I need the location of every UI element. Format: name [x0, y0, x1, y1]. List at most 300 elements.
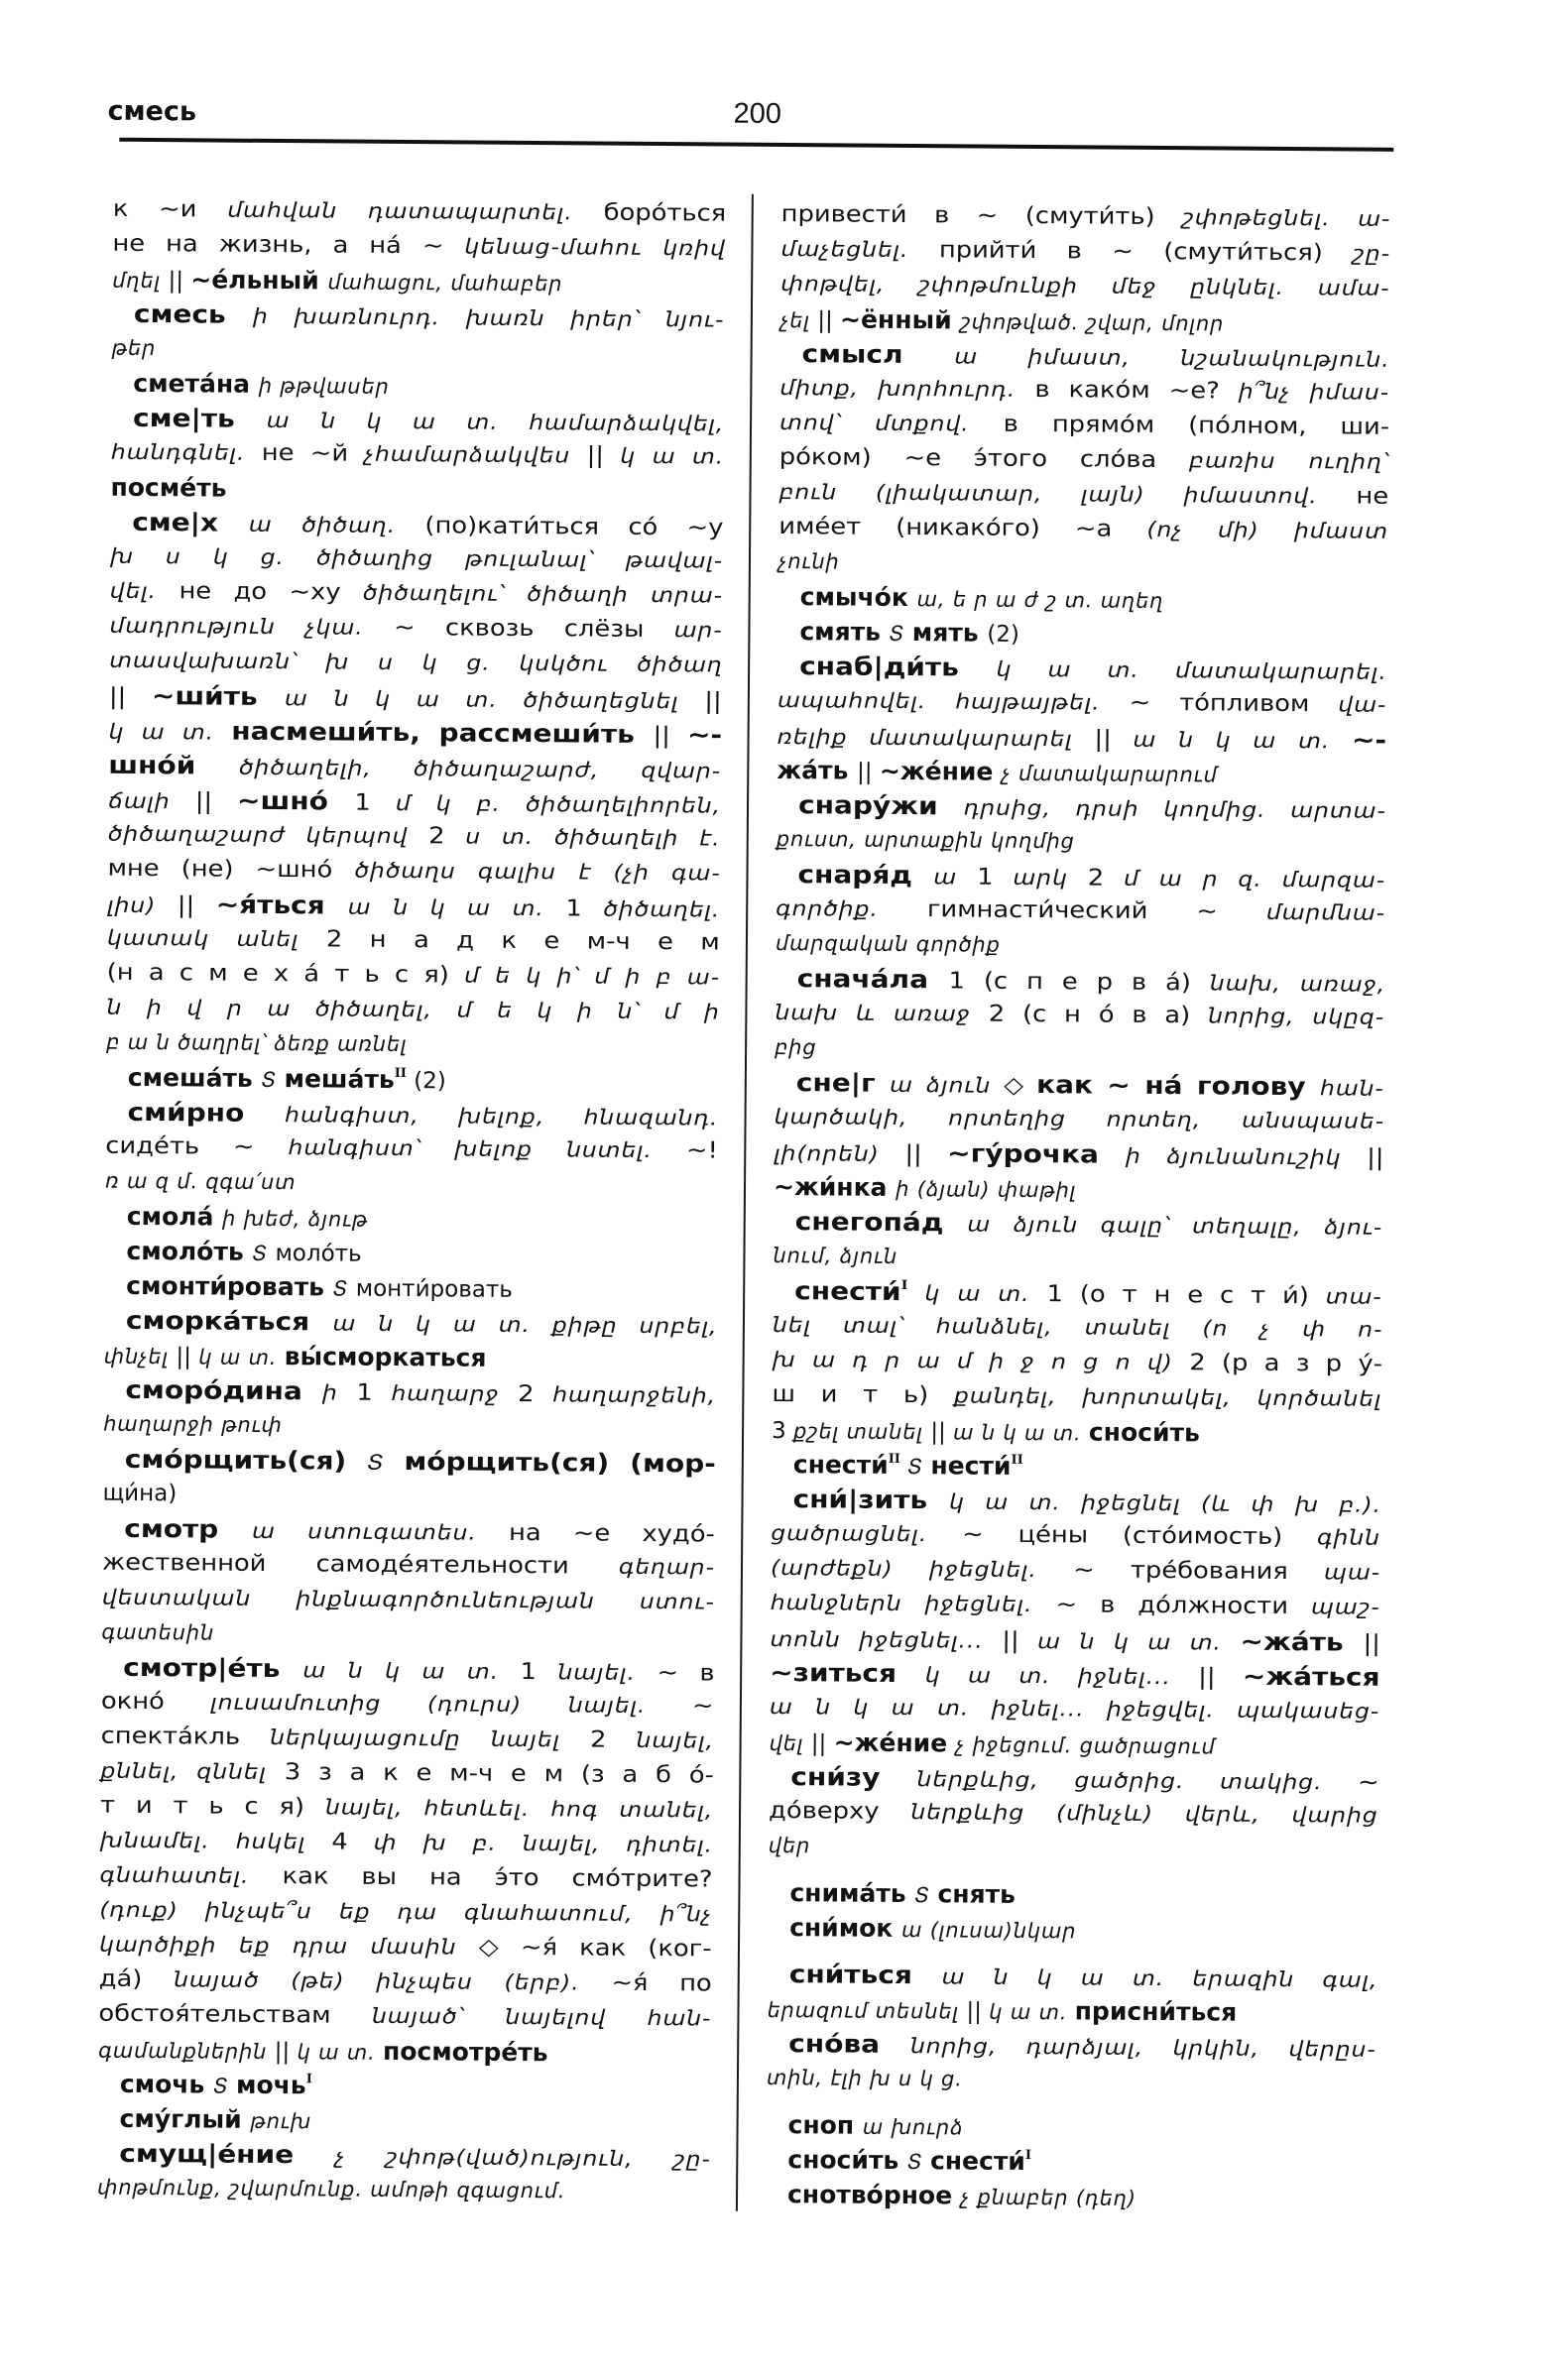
line-text: [779, 406, 1389, 445]
line-text: [789, 1875, 1016, 1914]
line-text: [775, 996, 1384, 1035]
line-text: [778, 544, 840, 579]
line-text: [773, 1343, 1383, 1382]
russian-headword: снаб|ди́ть: [799, 652, 997, 682]
russian-headword: сно́ва: [788, 2029, 911, 2060]
line-text: [133, 366, 390, 405]
entry-line: [108, 748, 721, 787]
russian-text: щи́на): [102, 1480, 178, 1507]
entry-line: [780, 232, 1390, 272]
armenian-translation: (արժեքն) իջեցնել.: [770, 1555, 1074, 1583]
russian-text: ~!: [685, 1137, 718, 1164]
russian-text: ◇: [1004, 1072, 1037, 1100]
line-text: [769, 1829, 811, 1863]
armenian-translation: ներկայացումը նայել: [269, 1725, 591, 1752]
armenian-translation: թեր: [111, 335, 157, 361]
dictionary-entry: [767, 2026, 1377, 2100]
entry-line: [99, 1858, 712, 1898]
entry-line: [107, 852, 720, 892]
russian-text: 2 н а д к е м-ч е м: [325, 926, 720, 956]
armenian-translation: մադրություն չկա.: [109, 613, 395, 640]
line-text: [780, 232, 1390, 272]
entry-line: [769, 1725, 1378, 1764]
russian-text: до́верху: [768, 1797, 911, 1826]
armenian-translation: քննել, զննել: [100, 1758, 285, 1785]
russian-headword: ~шно́: [236, 785, 355, 816]
russian-text: ро́ком) ~е э́того сло́ва: [778, 443, 1190, 474]
armenian-translation: նայած (թե) ինչպես (երբ).: [173, 1967, 612, 1995]
armenian-translation: ն ի վ ր ա ծիծաղել, մ ե կ ի ն՝ մ ի: [106, 995, 720, 1024]
armenian-translation: (դուք) ինչպե՞ս եք դա գնահատում, ի՞նչ: [99, 1897, 713, 1927]
armenian-translation: մ ե կ ի՝ մ ի բ ա-: [463, 963, 721, 990]
russian-headword: посме́ть: [110, 472, 227, 503]
dictionary-entry: [111, 366, 724, 406]
armenian-translation: ա ն կ ա տ.: [302, 1658, 521, 1684]
armenian-translation: կատակ անել: [106, 925, 327, 952]
dictionary-entry: [101, 1511, 715, 1655]
dictionary-entry: [778, 614, 1387, 654]
entry-line: [107, 887, 720, 926]
russian-headword: как ~ на́ голову: [1035, 1070, 1321, 1102]
entry-line: [766, 2107, 1376, 2147]
armenian-translation: ծիծաղս գալիս է (չի գա-: [354, 858, 721, 886]
homonym-superscript: II: [1011, 1452, 1023, 1468]
armenian-translation: Տ: [212, 2074, 237, 2098]
russian-headword: снести́: [792, 1450, 889, 1480]
line-text: [101, 1685, 714, 1725]
line-text: [774, 1100, 1384, 1139]
entry-line: [103, 1372, 716, 1412]
armenian-translation: ի: [321, 1380, 357, 1405]
armenian-translation: նայել.: [557, 1660, 658, 1686]
armenian-translation: չել: [779, 307, 818, 333]
armenian-translation: քշել տանել: [792, 1419, 931, 1445]
armenian-translation: ա ն կ ա տ. համարձակվել,: [266, 408, 725, 436]
line-text: [119, 2101, 311, 2140]
line-text: [793, 1447, 1023, 1486]
entry-line: [779, 406, 1389, 445]
homonym-superscript: I: [900, 1277, 908, 1294]
line-text: [777, 753, 1218, 792]
russian-text: 2 (с н о́ в а): [988, 1001, 1209, 1029]
entry-line: [99, 1963, 712, 2002]
entry-line: [106, 991, 719, 1030]
armenian-translation: վեստական ինքնագործունեության ստու-: [101, 1585, 715, 1614]
dictionary-entry: [774, 1065, 1384, 1209]
entry-line: [770, 1690, 1379, 1729]
russian-text: монти́ровать: [355, 1275, 513, 1303]
line-text: [98, 1997, 711, 2037]
entry-line: [105, 1130, 718, 1169]
entry-line: [97, 2101, 710, 2141]
armenian-translation: խ ս կ ց. ծիծաղից թուլանալ՝ թավալ-: [109, 543, 724, 573]
entry-line: [104, 1268, 717, 1308]
russian-text: не до ~ху: [179, 578, 363, 606]
russian-headword: смо́рщить(ся): [124, 1444, 368, 1476]
russian-text: в прямо́м (по́лном, ши-: [1003, 411, 1390, 440]
armenian-translation: ի ձյունանուշիկ: [1125, 1143, 1368, 1170]
russian-headword: смесь: [133, 298, 254, 329]
russian-text: ||: [1363, 1630, 1381, 1657]
russian-text: ||: [1094, 726, 1134, 753]
armenian-translation: նախ և առաջ: [775, 1000, 989, 1026]
russian-text: т и т ь с я): [100, 1792, 325, 1821]
armenian-translation: մահվան դատապարտել.: [227, 197, 604, 225]
entry-line: [766, 2142, 1376, 2182]
line-text: [109, 609, 722, 649]
armenian-translation: Տ: [906, 2150, 931, 2175]
russian-headword: сми́рно: [127, 1097, 286, 1129]
entry-line: [777, 787, 1386, 827]
russian-text: 2: [518, 1380, 553, 1408]
entry-line: [778, 683, 1387, 723]
russian-text: ||: [1367, 1144, 1384, 1171]
line-text: [110, 574, 724, 614]
armenian-translation: կ ա տ.: [620, 443, 725, 469]
entry-line: [106, 1025, 719, 1065]
entry-line: [776, 857, 1385, 896]
russian-text: ||: [810, 1730, 834, 1757]
line-text: [772, 1377, 1381, 1417]
armenian-translation: թուխ: [250, 2108, 312, 2134]
entry-line: [110, 539, 723, 579]
dictionary-entry: [98, 2067, 711, 2106]
line-text: [100, 1789, 713, 1829]
armenian-translation: շփոթված. շվար, մոլոր: [960, 309, 1225, 336]
entry-line: [779, 440, 1389, 480]
entry-line: [768, 1910, 1377, 1950]
entry-line: [107, 956, 720, 996]
entry-line: [112, 227, 725, 267]
armenian-translation: ա ն կ ա տ. երազին գալ,: [941, 1964, 1378, 1992]
russian-text: моло́ть: [275, 1241, 362, 1267]
entry-line: [777, 718, 1386, 758]
armenian-translation: կ ա տ.: [907, 1281, 1047, 1307]
dictionary-entry: [105, 1199, 718, 1239]
line-text: [104, 1338, 487, 1377]
entry-line: [112, 262, 725, 301]
entry-line: [110, 505, 723, 544]
armenian-translation: Տ: [332, 1276, 356, 1301]
russian-text: 2 (р а з р у́-: [1189, 1350, 1383, 1377]
russian-text: (по)кати́ться со́ ~у: [424, 513, 724, 541]
russian-headword: сни́ться: [788, 1960, 942, 1990]
entry-line: [773, 1273, 1382, 1313]
dictionary-entry: [112, 297, 726, 371]
entry-line: [107, 921, 720, 961]
line-text: [102, 1581, 715, 1620]
russian-headword: сни́зу: [790, 1762, 917, 1793]
russian-headword: меша́ть: [284, 1064, 395, 1094]
armenian-translation: կարծիքի եք դրա մասին: [98, 1932, 479, 1960]
entry-line: [103, 1442, 716, 1482]
armenian-translation: մ ա ր զ. մարզա-: [1123, 866, 1386, 892]
line-text: [127, 1199, 369, 1238]
entry-line: [778, 649, 1387, 688]
entry-line: [774, 1100, 1383, 1139]
line-text: [779, 371, 1389, 411]
entry-line: [112, 297, 725, 336]
entry-line: [105, 1095, 718, 1134]
armenian-translation: հանդգնել.: [110, 439, 262, 465]
armenian-translation: չ քնաբեր (դեղ): [960, 2185, 1136, 2210]
russian-text: боро́ться: [603, 199, 727, 227]
line-text: [126, 1268, 513, 1308]
armenian-translation: շփոթեցնել. ա-: [1182, 205, 1391, 231]
entry-line: [778, 614, 1387, 654]
line-text: [778, 683, 1387, 723]
russian-text: прийти́ в ~ (смути́ться): [938, 237, 1354, 267]
entry-line: [775, 1065, 1384, 1105]
russian-text: ||: [704, 688, 722, 715]
line-text: [771, 1551, 1380, 1591]
line-text: [106, 991, 720, 1030]
armenian-translation: ա ն կ ա տ.: [1036, 1629, 1241, 1655]
line-text: [799, 614, 1019, 653]
russian-text: привести́ в ~ (смути́ть): [780, 200, 1183, 231]
russian-headword: сни́|зить: [792, 1485, 950, 1515]
line-text: [795, 1204, 1383, 1246]
entry-line: [770, 1620, 1379, 1660]
armenian-translation: հանգիստ՝ խելոք նստել.: [288, 1135, 687, 1163]
armenian-translation: ի խեժ, ձյութ: [221, 1206, 369, 1232]
line-text: [778, 510, 1388, 549]
dictionary-entry: [97, 2136, 711, 2210]
line-text: [103, 1407, 283, 1443]
armenian-translation: ար-: [673, 618, 723, 643]
armenian-translation: բուն (լիակատար, լայն) իմաստով.: [778, 479, 1357, 509]
russian-headword: смочь: [119, 2069, 214, 2099]
armenian-translation: նայած՝ նայելով հան-: [371, 2003, 712, 2031]
entry-line: [769, 1794, 1378, 1834]
dictionary-entry: [776, 857, 1386, 966]
russian-headword: ~же́ние: [879, 756, 1003, 786]
russian-text: ||: [653, 723, 688, 750]
armenian-translation: ծիծաղաշարժ կերպով: [107, 821, 429, 849]
continued-entry: [112, 192, 726, 301]
russian-text: спекта́кль: [100, 1723, 271, 1750]
russian-text: к ~и: [112, 195, 228, 223]
russian-headword: мо́рщить(ся) (мор-: [404, 1447, 716, 1479]
russian-text: ◇ ~я́ как (ког-: [478, 1934, 712, 1963]
russian-headword: снести́: [929, 2146, 1026, 2176]
russian-text: 2: [1087, 865, 1125, 892]
armenian-translation: փնչել: [103, 1344, 177, 1369]
russian-headword: смоло́ть: [126, 1236, 253, 1266]
armenian-translation: տով՝ մտքով.: [778, 410, 1004, 436]
dictionary-entry: [766, 2142, 1376, 2182]
armenian-translation: ծիծաղել.: [603, 896, 721, 922]
armenian-translation: Տ: [367, 1450, 405, 1476]
entry-line: [102, 1581, 715, 1620]
dictionary-entry: [772, 1273, 1382, 1452]
armenian-translation: ա ն կ ա տ.: [347, 894, 566, 921]
entry-line: [108, 713, 721, 753]
russian-text: ||: [856, 759, 880, 785]
line-text: [112, 331, 157, 366]
entry-line: [99, 1893, 712, 1933]
armenian-translation: նայել, հետևել. հոգ տանել,: [324, 1795, 714, 1823]
line-text: [126, 1303, 718, 1345]
russian-headword: ~ённый: [839, 304, 961, 335]
entry-line: [778, 510, 1388, 549]
russian-headword: ~жа́ть: [1240, 1626, 1364, 1657]
russian-text: ||: [1198, 1664, 1243, 1691]
line-text: [777, 718, 1386, 760]
entry-line: [98, 2032, 711, 2072]
russian-headword: снегопа́д: [794, 1207, 968, 1238]
armenian-translation: ցածրացնել.: [771, 1520, 963, 1547]
russian-text: ~я́ по: [611, 1969, 712, 1997]
armenian-translation: գատեսին: [101, 1619, 215, 1645]
line-text: [120, 2067, 312, 2105]
russian-headword: сноп: [787, 2110, 863, 2140]
armenian-translation: ի (ձյան) փաթիլ: [896, 1176, 1077, 1203]
entry-line: [781, 197, 1391, 237]
armenian-translation: մաչեցնել.: [780, 236, 940, 263]
entry-line: [768, 1875, 1377, 1915]
armenian-translation: ծիծաղելու՝ ծիծաղի տրա-: [362, 580, 724, 608]
armenian-translation: մ կ բ. ծիծաղելիորեն,: [395, 790, 722, 818]
entry-line: [111, 401, 724, 440]
line-text: [780, 301, 1225, 342]
russian-headword: жа́ть: [777, 755, 858, 785]
entry-line: [101, 1685, 714, 1725]
armenian-translation: ա խուրձ: [862, 2114, 964, 2140]
dictionary-entry: [766, 2107, 1376, 2147]
dictionary-entry: [105, 1095, 719, 1204]
russian-text: 1 (о т н е с т и́): [1046, 1281, 1326, 1310]
line-text: [779, 440, 1389, 480]
armenian-translation: խ ա դ ր ա մ ի ջ ո ց ո վ): [772, 1347, 1190, 1375]
entry-line: [778, 579, 1388, 619]
russian-headword: сме|х: [132, 507, 249, 537]
russian-headword: вы́сморкаться: [284, 1342, 487, 1372]
russian-headword: сморка́ться: [125, 1305, 333, 1337]
armenian-translation: ա ձյուն: [889, 1072, 1005, 1098]
line-text: [102, 1477, 177, 1512]
entry-line: [776, 961, 1385, 1001]
russian-text: 1: [977, 864, 1014, 891]
russian-text: ~ це́ны (сто́имость): [962, 1521, 1318, 1551]
armenian-translation: նախ, առաջ,: [1209, 971, 1386, 997]
entry-line: [110, 470, 723, 510]
line-text: [112, 262, 562, 302]
armenian-translation: մահացու, մահաբեր: [327, 270, 563, 297]
line-text: [780, 267, 1390, 306]
entry-line: [98, 1997, 711, 2037]
entry-line: [778, 544, 1388, 584]
entry-line: [771, 1551, 1380, 1591]
line-text: [110, 539, 723, 579]
entry-line: [109, 644, 722, 683]
armenian-translation: դրսից, դրսի կողմից. արտա-: [963, 795, 1386, 823]
russian-text: как вы на э́то смо́трите?: [282, 1863, 713, 1893]
entry-line: [111, 366, 724, 406]
entry-line: [772, 1377, 1381, 1417]
dictionary-entry: [98, 1650, 714, 2072]
armenian-translation: ներքևից, ցածրից. տակից.: [916, 1767, 1359, 1795]
entry-line: [105, 1199, 718, 1239]
armenian-translation: տին, էլի խ ս կ ց.: [766, 2065, 963, 2091]
line-text: [800, 579, 1164, 619]
russian-headword: смять: [799, 617, 890, 647]
armenian-translation: նորից, սկըզ-: [1207, 1004, 1385, 1029]
armenian-translation: ս տ. ծիծաղելի է.: [465, 824, 721, 851]
russian-text: име́ет (никако́го) ~а: [778, 513, 1147, 542]
line-text: [102, 1546, 715, 1586]
line-text: [771, 1586, 1380, 1625]
russian-text: ||: [817, 307, 841, 334]
line-text: [119, 2136, 711, 2178]
armenian-translation: ա, ե ր ա ժ շ տ. աղեղ: [916, 587, 1164, 614]
russian-text: да́): [98, 1965, 175, 1993]
line-text: [128, 1060, 446, 1100]
russian-headword: снаря́д: [797, 860, 934, 891]
russian-text: ~: [691, 1693, 714, 1720]
russian-text: мне (не) ~шно́: [107, 855, 355, 884]
homonym-superscript: II: [888, 1451, 900, 1467]
russian-text: ||: [904, 1141, 948, 1168]
armenian-translation: տա-: [1325, 1284, 1382, 1309]
continued-entry: [780, 197, 1391, 341]
entry-line: [106, 1060, 719, 1100]
russian-text: ||: [1002, 1627, 1038, 1655]
line-text: [109, 644, 723, 683]
russian-headword: присни́ться: [1074, 1996, 1238, 2027]
armenian-translation: հաղարջ: [391, 1380, 519, 1406]
dictionary-entry: [106, 505, 723, 1065]
armenian-translation: գործիք.: [776, 895, 927, 922]
armenian-translation: լի(որեն): [774, 1140, 905, 1167]
entry-line: [778, 475, 1388, 515]
dictionary-entry: [103, 1372, 717, 1447]
entry-line: [97, 2136, 710, 2176]
armenian-translation: վել.: [109, 578, 179, 604]
armenian-translation: ա ն կ ա տ. քիթը սրբել,: [332, 1311, 718, 1339]
line-text: [125, 1372, 716, 1414]
line-text: [99, 1963, 712, 2002]
armenian-translation: նում, ձյուն: [773, 1243, 898, 1268]
dictionary-entry: [769, 1482, 1380, 1764]
armenian-translation: կ ա տ. իջնել...: [924, 1663, 1199, 1690]
line-text: [97, 2171, 566, 2209]
russian-text: ш и т ь): [772, 1380, 955, 1409]
homonym-superscript: I: [305, 2072, 312, 2087]
line-text: [99, 1928, 712, 1967]
dictionary-entry: [778, 336, 1390, 584]
armenian-translation: ա (լուսա)նկար: [900, 1918, 1077, 1944]
russian-headword: сме|ть: [132, 403, 267, 433]
line-text: [100, 1824, 713, 1863]
armenian-translation: գնահատել.: [99, 1862, 283, 1889]
dictionary-entry: [104, 1268, 717, 1308]
dictionary-entry: [778, 579, 1388, 619]
entry-line: [771, 1482, 1380, 1521]
line-text: [788, 2026, 1376, 2068]
russian-headword: снару́жи: [797, 790, 964, 821]
armenian-translation: բառիս ուղիղ՝: [1189, 448, 1389, 474]
armenian-translation: հան-: [1319, 1076, 1384, 1101]
homonym-superscript: I: [1024, 2147, 1032, 2164]
armenian-translation: հաղարջի թուփ: [103, 1411, 283, 1438]
line-text: [107, 852, 720, 892]
column-left: [97, 192, 726, 2210]
armenian-translation: մարմնա-: [1265, 899, 1386, 925]
russian-text: ||: [586, 442, 621, 469]
russian-headword: сморо́дина: [125, 1374, 323, 1406]
entry-line: [102, 1546, 715, 1586]
